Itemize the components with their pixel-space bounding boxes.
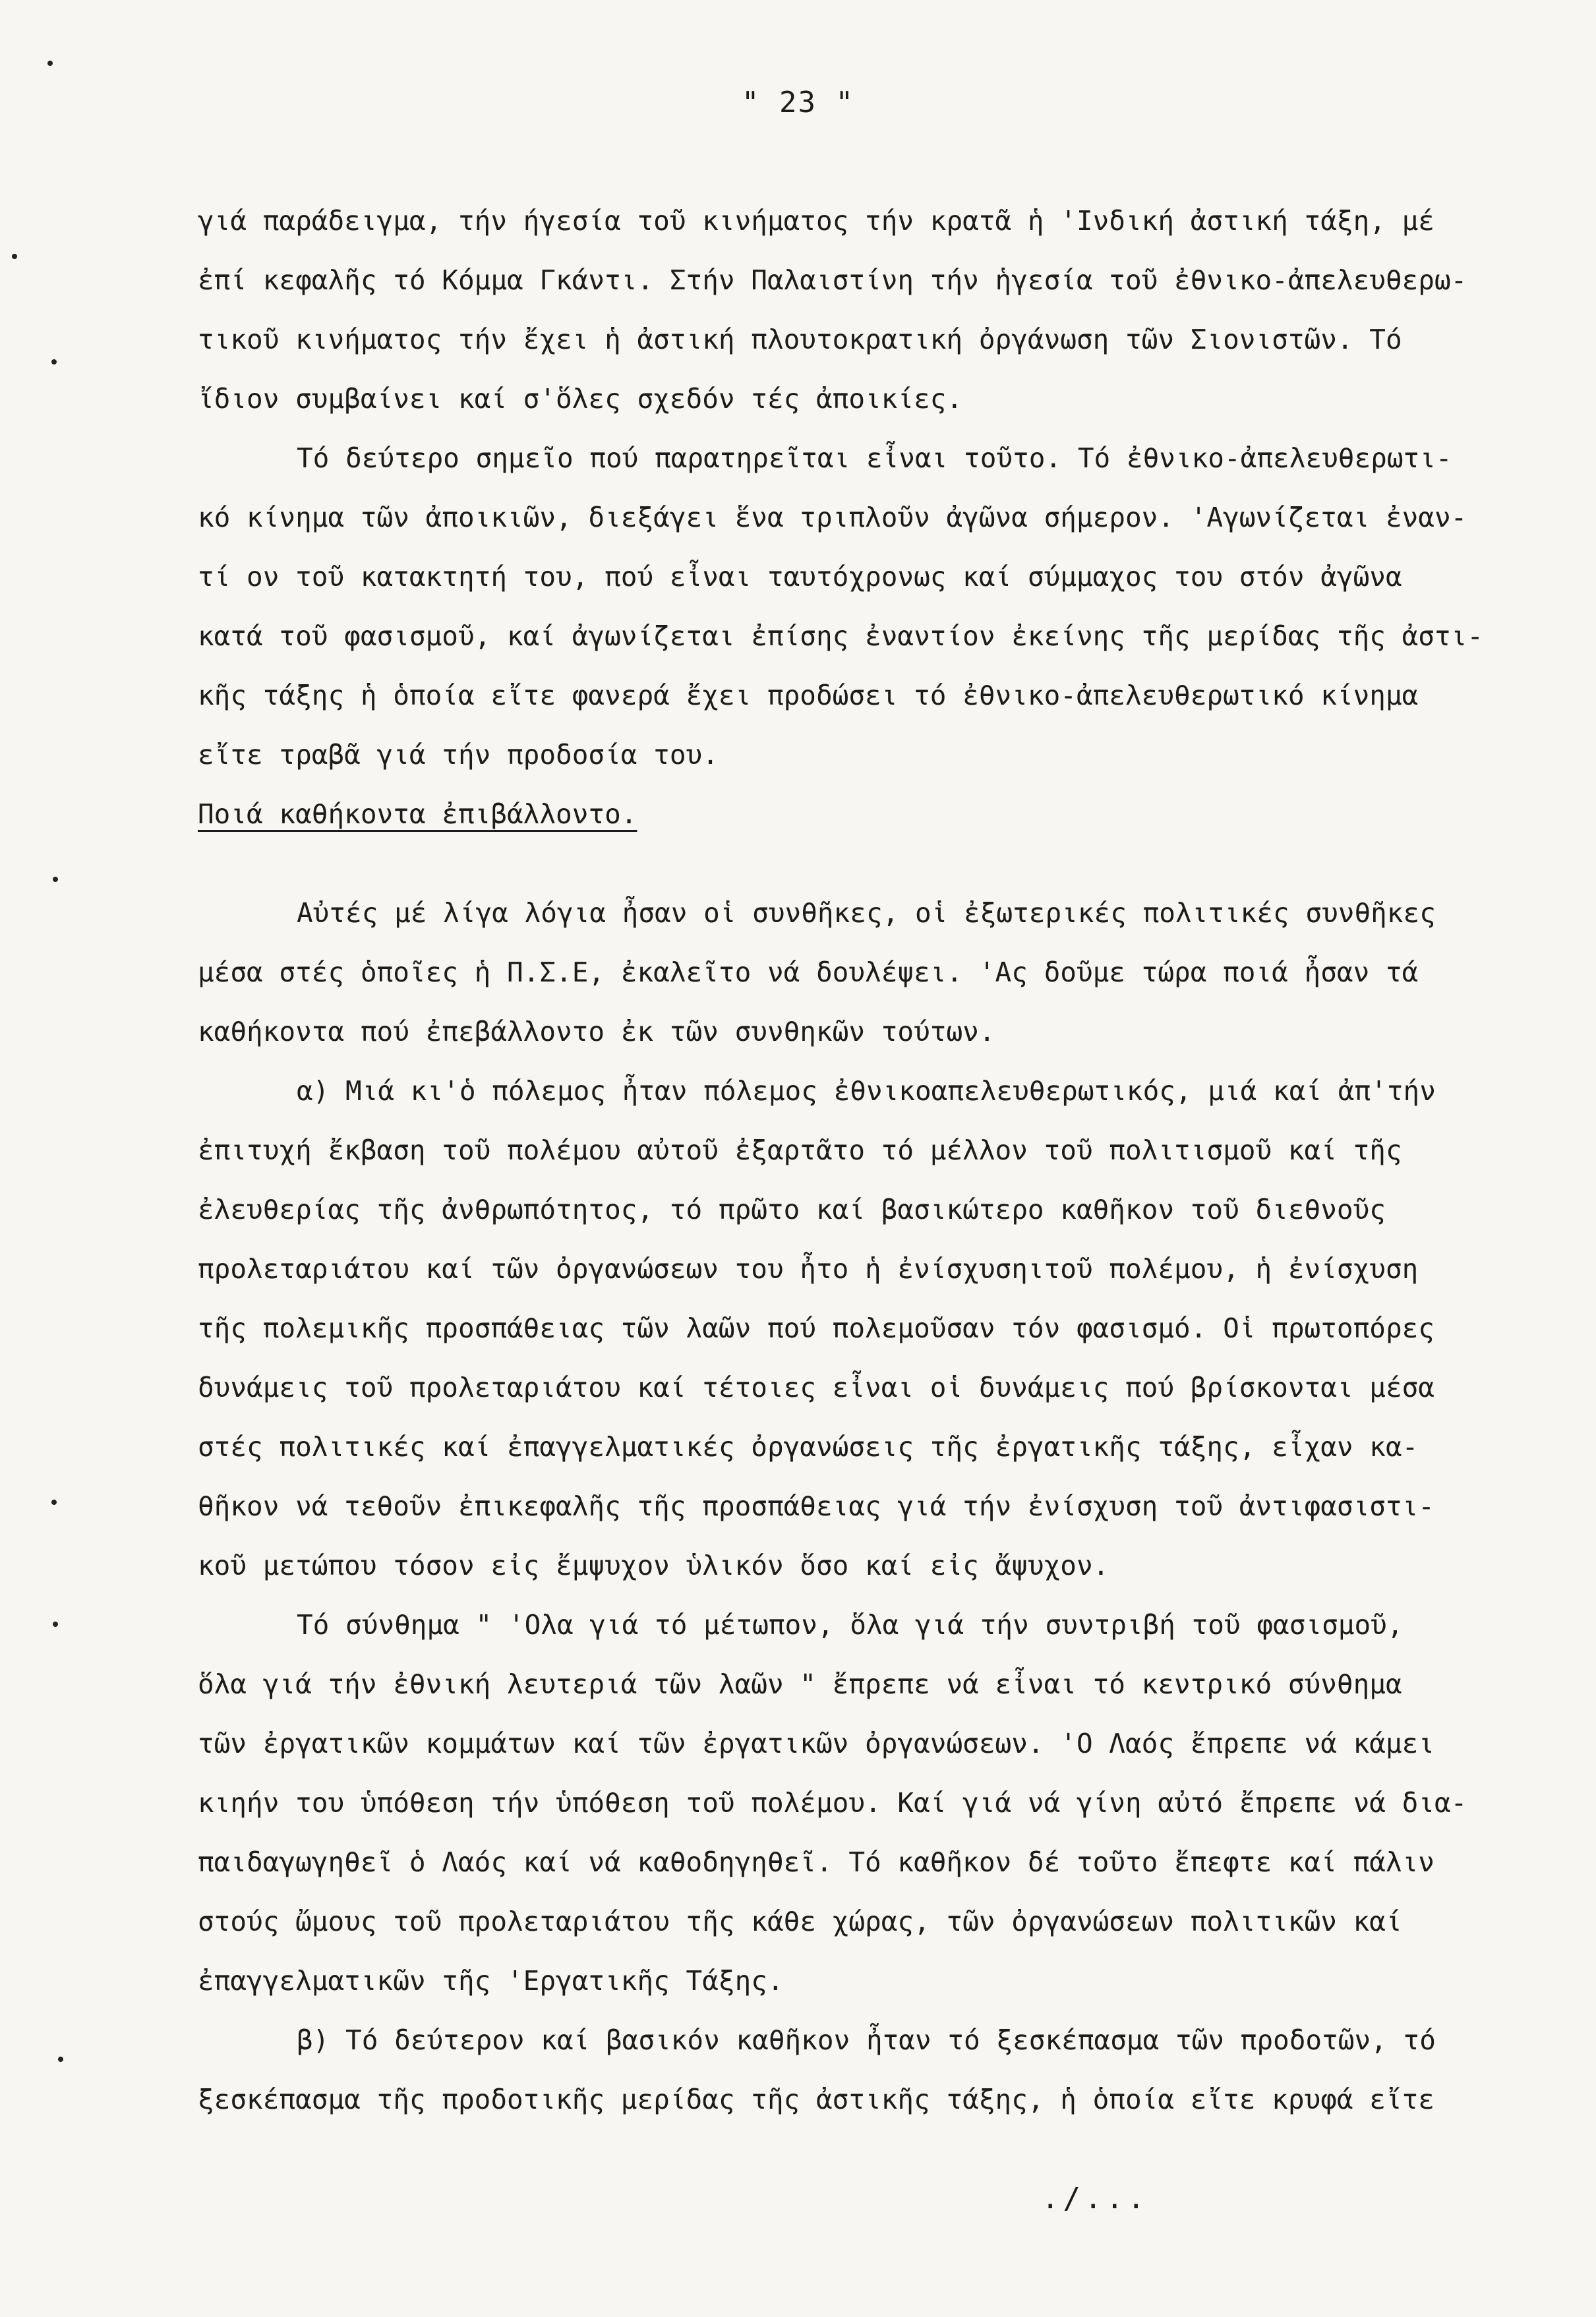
scan-dot <box>12 254 17 259</box>
text-line: τῆς πολεμικῆς προσπάθειας τῶν λαῶν πού πολεμοῦσαν τόν φασισμό. Οἱ πρωτοπόρες <box>198 1312 1434 1344</box>
scan-dot <box>47 61 53 66</box>
text-line: κό κίνημα τῶν ἀποικιῶν, διεξάγει ἕνα τριπλοῦν ἀγῶνα σήμερον. 'Αγωνίζεται ἐναν- <box>198 502 1467 533</box>
text-line: τῶν ἐργατικῶν κομμάτων καί τῶν ἐργατικῶν ὀργανώσεων. 'Ο Λαός ἔπρεπε νά κάμει <box>198 1728 1434 1759</box>
text-line: Τό δεύτερο σημεῖο πού παρατηρεῖται εἶναι τοῦτο. Τό ἐθνικο-ἀπελευθερωτι- <box>297 442 1452 474</box>
text-line: θῆκον νά τεθοῦν ἐπικεφαλῆς τῆς προσπάθειας γιά τήν ἐνίσχυση τοῦ ἀντιφασιστι- <box>198 1490 1434 1522</box>
scan-dot <box>51 1500 57 1505</box>
text-line: ἐπαγγελματικῶν τῆς 'Εργατικῆς Τάξης. <box>198 1965 784 1997</box>
text-line: εἴτε τραβᾶ γιά τήν προδοσία του. <box>198 739 719 771</box>
text-line: κῆς τάξης ἡ ὁποία εἴτε φανερά ἔχει προδώσει τό ἐθνικο-ἀπελευθερωτικό κίνημα <box>198 680 1419 711</box>
page-number: " 23 " <box>742 86 854 119</box>
text-line: στούς ὤμους τοῦ προλεταριάτου τῆς κάθε χώρας, τῶν ὀργανώσεων πολιτικῶν καί <box>198 1906 1402 1937</box>
text-line: στές πολιτικές καί ἐπαγγελματικές ὀργανώσεις τῆς ἐργατικῆς τάξης, εἶχαν κα- <box>198 1431 1419 1463</box>
text-line: καθήκοντα πού ἐπεβάλλοντο ἐκ τῶν συνθηκῶν τούτων. <box>198 1016 995 1047</box>
scan-dot <box>53 1622 58 1627</box>
scan-dot <box>53 877 58 882</box>
text-line: παιδαγωγηθεῖ ὁ Λαός καί νά καθοδηγηθεῖ. Τό καθῆκον δέ τοῦτο ἔπεφτε καί πάλιν <box>198 1846 1434 1878</box>
text-line: ἐπί κεφαλῆς τό Κόμμα Γκάντι. Στήν Παλαιστίνη τήν ἡγεσία τοῦ ἐθνικο-ἀπελευθερω- <box>198 264 1467 296</box>
section-heading: Ποιά καθήκοντα ἐπιβάλλοντο. <box>198 798 637 830</box>
text-line: ξεσκέπασμα τῆς προδοτικῆς μερίδας τῆς ἀστικῆς τάξης, ἡ ὁποία εἴτε κρυφά εἴτε <box>198 2084 1434 2115</box>
text-line: κιηήν του ὑπόθεση τήν ὑπόθεση τοῦ πολέμου. Καί γιά νά γίνη αὐτό ἔπρεπε νά δια- <box>198 1787 1467 1819</box>
text-line: γιά παράδειγμα, τήν ήγεσία τοῦ κινήματος τήν κρατᾶ ἡ 'Ινδική ἀστική τάξη, μέ <box>198 205 1434 237</box>
text-line: ἐλευθερίας τῆς ἀνθρωπότητος, τό πρῶτο καί βασικώτερο καθῆκον τοῦ διεθνοῦς <box>198 1194 1386 1225</box>
text-line: τικοῦ κινήματος τήν ἔχει ἡ ἀστική πλουτοκρατική ὀργάνωση τῶν Σιονιστῶν. Τό <box>198 324 1402 355</box>
text-line: δυνάμεις τοῦ προλεταριάτου καί τέτοιες εἶναι οἱ δυνάμεις πού βρίσκονται μέσα <box>198 1372 1434 1403</box>
text-line: β) Τό δεύτερον καί βασικόν καθῆκον ἦταν τό ξεσκέπασμα τῶν προδοτῶν, τό <box>297 2024 1436 2056</box>
scan-dot <box>51 359 57 365</box>
text-line: κοῦ μετώπου τόσον εἰς ἔμψυχον ὑλικόν ὅσο καί εἰς ἄψυχον. <box>198 1550 1109 1581</box>
spacer <box>198 844 1566 883</box>
text-line: μέσα στές ὁποῖες ἡ Π.Σ.Ε, ἐκαλεῖτο νά δουλέψει. 'Ας δοῦμε τώρα ποιά ἦσαν τά <box>198 956 1419 988</box>
text-line: ἐπιτυχή ἔκβαση τοῦ πολέμου αὐτοῦ ἐξαρτᾶτο τό μέλλον τοῦ πολιτισμοῦ καί τῆς <box>198 1134 1402 1166</box>
continuation-mark: ./... <box>1042 2182 1149 2215</box>
text-line: α) Μιά κι'ὁ πόλεμος ἦταν πόλεμος ἐθνικοαπελευθερωτικός, μιά καί ἀπ'τήν <box>297 1075 1436 1107</box>
text-line: Τό σύνθημα " 'Ολα γιά τό μέτωπον, ὅλα γιά τήν συντριβή τοῦ φασισμοῦ, <box>297 1609 1404 1641</box>
text-line: ὅλα γιά τήν ἐθνική λευτεριά τῶν λαῶν " ἔπρεπε νά εἶναι τό κεντρικό σύνθημα <box>198 1668 1402 1700</box>
body-text <box>198 191 1566 2129</box>
text-line: ἴδιον συμβαίνει καί σ'ὅλες σχεδόν τές ἀποικίες. <box>198 383 963 415</box>
text-line: τί ον τοῦ κατακτητή του, πού εἶναι ταυτόχρονως καί σύμμαχος του στόν ἀγῶνα <box>198 561 1402 593</box>
section-heading-line <box>198 784 1566 844</box>
text-line: προλεταριάτου καί τῶν ὀργανώσεων του ἦτο ἡ ἐνίσχυσηιτοῦ πολέμου, ἡ ἐνίσχυση <box>198 1253 1419 1285</box>
scan-dot <box>58 2057 63 2062</box>
text-line: κατά τοῦ φασισμοῦ, καί ἀγωνίζεται ἐπίσης ἐναντίον ἐκείνης τῆς μερίδας τῆς ἀστι- <box>198 620 1484 652</box>
text-line: Αὐτές μέ λίγα λόγια ἦσαν οἱ συνθῆκες, οἱ ἐξωτερικές πολιτικές συνθῆκες <box>297 897 1436 929</box>
